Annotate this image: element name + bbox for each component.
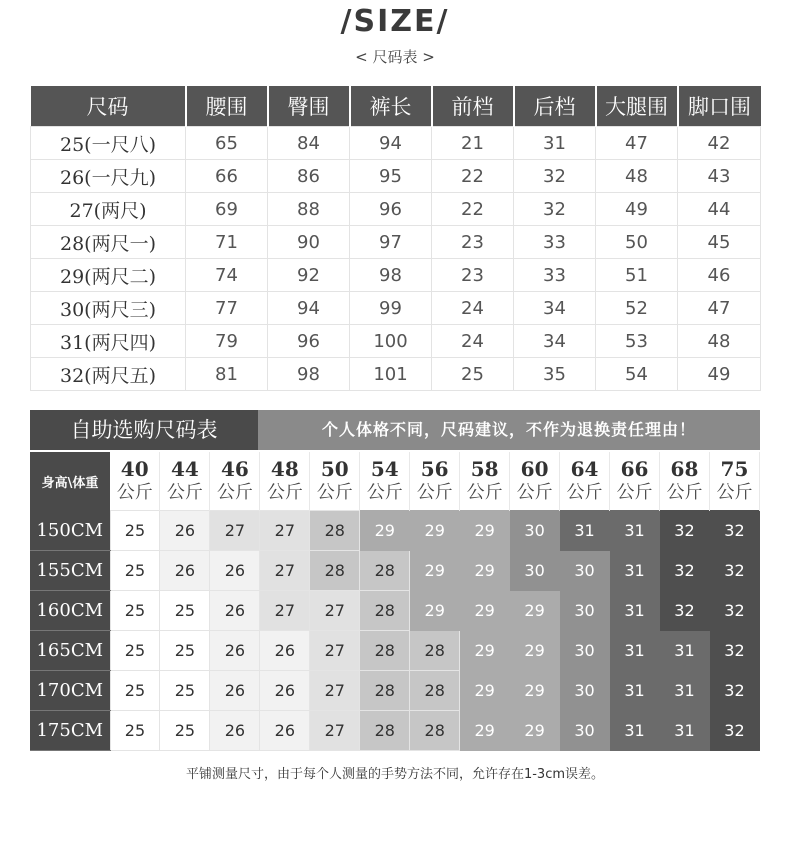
size-measurement: 84: [268, 127, 350, 160]
recommended-size-cell: 29: [510, 711, 560, 751]
size-guide-note: 个人体格不同，尺码建议，不作为退换责任理由！: [321, 420, 696, 439]
size-measurement: 96: [350, 193, 432, 226]
recommended-size-cell: 30: [510, 551, 560, 591]
size-column-header: 大腿围: [596, 86, 678, 127]
size-measurement: 88: [268, 193, 350, 226]
size-measurement: 43: [678, 160, 761, 193]
recommended-size-cell: 31: [610, 551, 660, 591]
weight-value: 56: [420, 457, 449, 481]
size-measurement: 34: [514, 325, 596, 358]
recommended-size-cell: 27: [310, 671, 360, 711]
recommended-size-cell: 29: [460, 511, 510, 551]
size-measurement: 90: [268, 226, 350, 259]
weight-unit: 公斤: [116, 482, 153, 503]
recommended-size-cell: 29: [460, 711, 510, 751]
recommended-size-cell: 29: [360, 511, 410, 551]
recommended-size-cell: 29: [510, 631, 560, 671]
size-measurement: 31: [514, 127, 596, 160]
recommended-size-cell: 32: [659, 551, 709, 591]
recommended-size-cell: 31: [610, 511, 660, 551]
size-measurement: 35: [514, 358, 596, 391]
size-measurement: 22: [432, 193, 514, 226]
recommended-size-cell: 31: [659, 711, 709, 751]
recommended-size-cell: 29: [410, 591, 460, 631]
size-measurement: 34: [514, 292, 596, 325]
recommended-size-cell: 31: [560, 511, 610, 551]
size-row: [31, 226, 761, 259]
size-measurement: 44: [678, 193, 761, 226]
size-measurement: 50: [596, 226, 678, 259]
height-row: [30, 671, 760, 711]
recommended-size-cell: 28: [360, 631, 410, 671]
size-measurement: 99: [350, 292, 432, 325]
recommended-size-cell: 31: [659, 631, 709, 671]
weight-column-header: [659, 452, 709, 511]
recommended-size-cell: 32: [709, 711, 759, 751]
recommended-size-cell: 31: [610, 631, 660, 671]
size-measurement: 23: [432, 226, 514, 259]
size-column-header: 前档: [432, 86, 514, 127]
weight-unit: 公斤: [466, 482, 503, 503]
size-column-header: 臀围: [268, 86, 350, 127]
height-weight-corner-label: 身高\体重: [30, 452, 110, 511]
size-measurement: 48: [596, 160, 678, 193]
weight-column-header: [709, 452, 759, 511]
size-measurement: 71: [186, 226, 268, 259]
size-measurement: 49: [678, 358, 761, 391]
height-row: [30, 631, 760, 671]
size-label: 30(两尺三): [31, 292, 186, 325]
size-measurement: 51: [596, 259, 678, 292]
recommended-size-cell: 27: [210, 511, 260, 551]
recommended-size-cell: 29: [460, 591, 510, 631]
size-measurement: 48: [678, 325, 761, 358]
recommended-size-cell: 26: [210, 631, 260, 671]
size-measurement: 22: [432, 160, 514, 193]
weight-unit: 公斤: [166, 482, 203, 503]
size-table-header: [31, 86, 761, 127]
recommended-size-cell: 30: [560, 591, 610, 631]
size-measurement: 96: [268, 325, 350, 358]
recommended-size-cell: 28: [360, 671, 410, 711]
size-guide-table: [30, 452, 760, 751]
recommended-size-cell: 32: [709, 631, 759, 671]
recommended-size-cell: 28: [360, 591, 410, 631]
size-label: 31(两尺四): [31, 325, 186, 358]
recommended-size-cell: 29: [510, 591, 560, 631]
weight-column-header: [460, 452, 510, 511]
recommended-size-cell: 30: [560, 631, 610, 671]
size-measurement: 33: [514, 259, 596, 292]
weight-column-header: [260, 452, 310, 511]
weight-column-header: [210, 452, 260, 511]
weight-value: 48: [270, 457, 299, 481]
size-measurement: 74: [186, 259, 268, 292]
recommended-size-cell: 26: [260, 671, 310, 711]
size-measurement: 81: [186, 358, 268, 391]
recommended-size-cell: 28: [410, 631, 460, 671]
size-column-header: 脚口围: [678, 86, 761, 127]
recommended-size-cell: 31: [610, 591, 660, 631]
size-measurement: 33: [514, 226, 596, 259]
recommended-size-cell: 27: [310, 631, 360, 671]
size-measurement: 54: [596, 358, 678, 391]
size-measurement: 53: [596, 325, 678, 358]
weight-unit: 公斤: [616, 482, 653, 503]
recommended-size-cell: 29: [460, 671, 510, 711]
size-measurement: 86: [268, 160, 350, 193]
recommended-size-cell: 29: [460, 551, 510, 591]
size-measurement: 66: [186, 160, 268, 193]
recommended-size-cell: 25: [110, 711, 160, 751]
recommended-size-cell: 26: [210, 671, 260, 711]
size-measurement: 65: [186, 127, 268, 160]
weight-value: 44: [171, 457, 199, 481]
weight-column-header: [610, 452, 660, 511]
recommended-size-cell: 29: [410, 551, 460, 591]
size-measurement: 21: [432, 127, 514, 160]
recommended-size-cell: 31: [610, 671, 660, 711]
height-row: [30, 591, 760, 631]
weight-column-header: [310, 452, 360, 511]
size-measurement: 45: [678, 226, 761, 259]
recommended-size-cell: 26: [160, 551, 210, 591]
measurement-footnote: 平铺测量尺寸，由于每个人测量的手势方法不同，允许存在1-3cm误差。: [185, 767, 605, 782]
recommended-size-cell: 26: [260, 631, 310, 671]
recommended-size-cell: 29: [410, 511, 460, 551]
recommended-size-cell: 25: [160, 631, 210, 671]
weight-unit: 公斤: [416, 482, 453, 503]
weight-column-header: [510, 452, 560, 511]
weight-column-header: [360, 452, 410, 511]
recommended-size-cell: 27: [260, 551, 310, 591]
size-measurement: 69: [186, 193, 268, 226]
size-column-header: 后档: [514, 86, 596, 127]
page-subtitle: < 尺码表 >: [355, 48, 435, 66]
size-column-header: 腰围: [186, 86, 268, 127]
weight-value: 50: [320, 457, 349, 481]
recommended-size-cell: 26: [210, 711, 260, 751]
recommended-size-cell: 30: [510, 511, 560, 551]
size-measurement: 77: [186, 292, 268, 325]
size-label: 26(一尺九): [31, 160, 186, 193]
weight-value: 58: [470, 457, 499, 481]
height-row: [30, 551, 760, 591]
recommended-size-cell: 32: [659, 591, 709, 631]
weight-unit: 公斤: [716, 482, 753, 503]
weight-unit: 公斤: [366, 482, 403, 503]
recommended-size-cell: 27: [260, 511, 310, 551]
size-measurement: 46: [678, 259, 761, 292]
weight-unit: 公斤: [666, 482, 703, 503]
weight-unit: 公斤: [216, 482, 253, 503]
recommended-size-cell: 28: [360, 711, 410, 751]
height-label: 165CM: [30, 631, 110, 671]
size-measurement: 79: [186, 325, 268, 358]
size-measurement: 25: [432, 358, 514, 391]
size-measurement: 52: [596, 292, 678, 325]
weight-value: 68: [670, 457, 699, 481]
weight-unit: 公斤: [266, 482, 303, 503]
weight-unit: 公斤: [316, 482, 353, 503]
size-measurement: 94: [268, 292, 350, 325]
size-measurement: 24: [432, 325, 514, 358]
size-measurement: 92: [268, 259, 350, 292]
height-row: [30, 711, 760, 751]
size-measurement: 24: [432, 292, 514, 325]
size-measurement: 32: [514, 193, 596, 226]
size-guide-title: 自助选购尺码表: [30, 410, 258, 450]
weight-value: 75: [720, 457, 749, 481]
height-row: [30, 511, 760, 551]
size-label: 28(两尺一): [31, 226, 186, 259]
recommended-size-cell: 26: [160, 511, 210, 551]
size-measurement: 97: [350, 226, 432, 259]
size-measurement: 42: [678, 127, 761, 160]
size-measurement: 98: [350, 259, 432, 292]
weight-unit: 公斤: [516, 482, 553, 503]
height-label: 170CM: [30, 671, 110, 711]
recommended-size-cell: 32: [659, 511, 709, 551]
size-label: 29(两尺二): [31, 259, 186, 292]
size-row: [31, 292, 761, 325]
size-measurement: 32: [514, 160, 596, 193]
recommended-size-cell: 26: [210, 551, 260, 591]
weight-value: 40: [120, 457, 149, 481]
size-row: [31, 325, 761, 358]
recommended-size-cell: 25: [110, 511, 160, 551]
size-column-header: 裤长: [350, 86, 432, 127]
size-guide-header: [30, 410, 760, 450]
size-row: [31, 127, 761, 160]
size-measurement: 98: [268, 358, 350, 391]
recommended-size-cell: 26: [210, 591, 260, 631]
weight-header-row: [30, 452, 760, 511]
weight-value: 54: [370, 457, 399, 481]
size-label: 27(两尺): [31, 193, 186, 226]
recommended-size-cell: 32: [709, 511, 759, 551]
weight-column-header: [410, 452, 460, 511]
recommended-size-cell: 30: [560, 551, 610, 591]
weight-column-header: [110, 452, 160, 511]
recommended-size-cell: 25: [110, 591, 160, 631]
recommended-size-cell: 25: [110, 551, 160, 591]
recommended-size-cell: 25: [160, 711, 210, 751]
recommended-size-cell: 32: [709, 591, 759, 631]
height-label: 155CM: [30, 551, 110, 591]
height-label: 160CM: [30, 591, 110, 631]
recommended-size-cell: 25: [110, 671, 160, 711]
recommended-size-cell: 27: [310, 591, 360, 631]
size-row: [31, 259, 761, 292]
recommended-size-cell: 28: [310, 511, 360, 551]
size-measurement: 47: [678, 292, 761, 325]
recommended-size-cell: 27: [260, 591, 310, 631]
size-table: [30, 86, 761, 391]
weight-value: 66: [620, 457, 649, 481]
recommended-size-cell: 30: [560, 711, 610, 751]
weight-value: 60: [520, 457, 549, 481]
recommended-size-cell: 28: [410, 711, 460, 751]
weight-unit: 公斤: [566, 482, 603, 503]
weight-value: 46: [220, 457, 249, 481]
size-measurement: 94: [350, 127, 432, 160]
size-measurement: 49: [596, 193, 678, 226]
recommended-size-cell: 29: [460, 631, 510, 671]
recommended-size-cell: 28: [410, 671, 460, 711]
size-measurement: 100: [350, 325, 432, 358]
recommended-size-cell: 25: [160, 591, 210, 631]
weight-value: 64: [570, 457, 599, 481]
page-title: /SIZE/: [340, 4, 450, 39]
weight-column-header: [160, 452, 210, 511]
size-label: 32(两尺五): [31, 358, 186, 391]
recommended-size-cell: 27: [310, 711, 360, 751]
height-label: 175CM: [30, 711, 110, 751]
recommended-size-cell: 32: [709, 671, 759, 711]
size-row: [31, 160, 761, 193]
size-measurement: 95: [350, 160, 432, 193]
size-column-header: 尺码: [31, 86, 186, 127]
recommended-size-cell: 26: [260, 711, 310, 751]
height-label: 150CM: [30, 511, 110, 551]
weight-column-header: [560, 452, 610, 511]
recommended-size-cell: 31: [659, 671, 709, 711]
size-measurement: 23: [432, 259, 514, 292]
size-measurement: 47: [596, 127, 678, 160]
recommended-size-cell: 28: [360, 551, 410, 591]
recommended-size-cell: 32: [709, 551, 759, 591]
size-measurement: 101: [350, 358, 432, 391]
size-label: 25(一尺八): [31, 127, 186, 160]
recommended-size-cell: 29: [510, 671, 560, 711]
recommended-size-cell: 25: [110, 631, 160, 671]
recommended-size-cell: 28: [310, 551, 360, 591]
size-row: [31, 358, 761, 391]
recommended-size-cell: 30: [560, 671, 610, 711]
size-row: [31, 193, 761, 226]
recommended-size-cell: 25: [160, 671, 210, 711]
recommended-size-cell: 31: [610, 711, 660, 751]
